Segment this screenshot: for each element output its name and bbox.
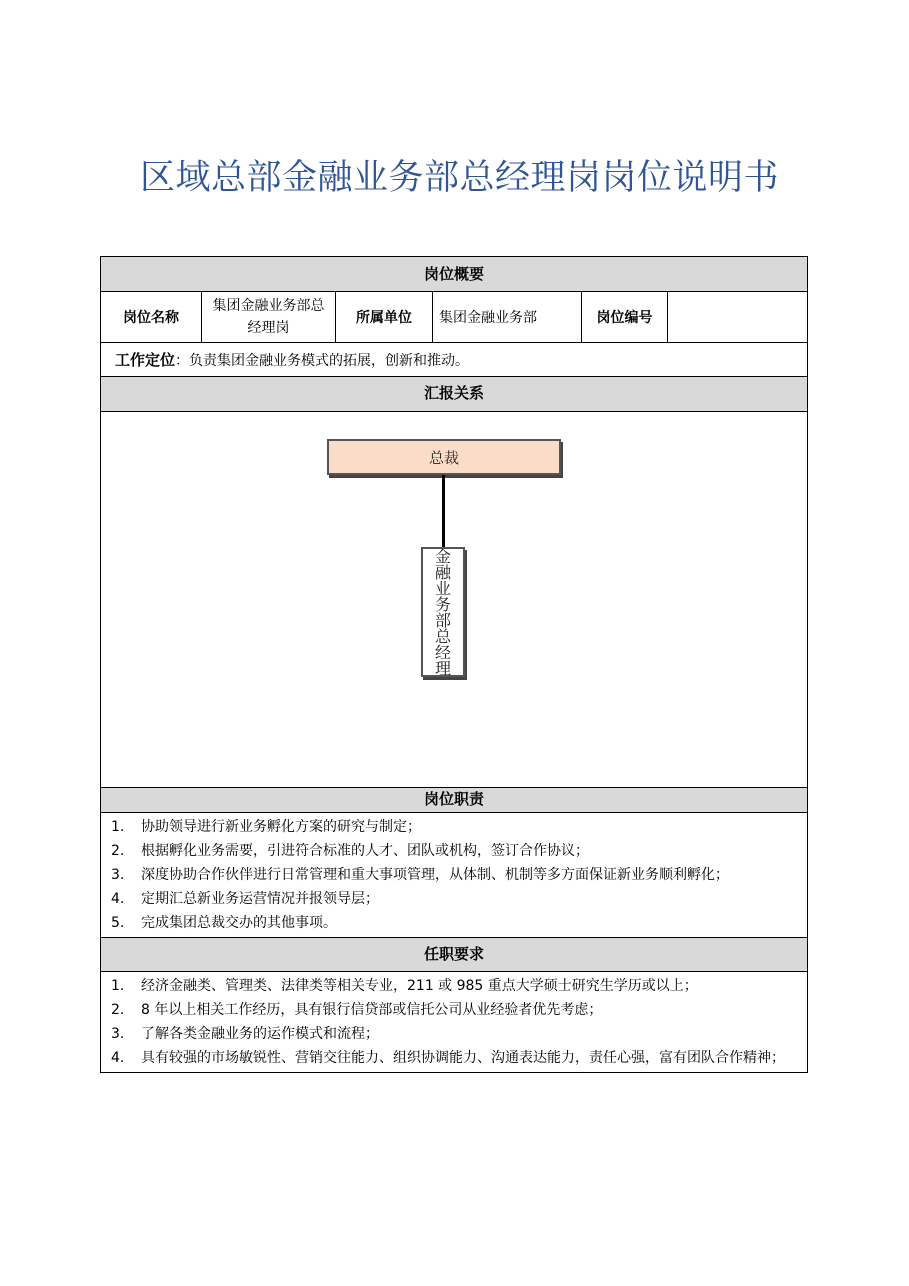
position-no-value: [668, 292, 808, 342]
org-box-general-manager: [421, 547, 465, 677]
list-item: [101, 998, 807, 1022]
list-item-number: 4.: [111, 1049, 125, 1066]
list-item-number: 2.: [111, 842, 125, 859]
position-no-label: 岗位编号: [582, 292, 668, 342]
list-item: [101, 863, 807, 887]
department-value: 集团金融业务部: [433, 292, 582, 342]
job-positioning-text: ：负责集团金融业务模式的拓展，创新和推动。: [175, 352, 470, 369]
list-item-text: 深度协助合作伙伴进行日常管理和重大事项管理，从体制、机制等多方面保证新业务顺利孵化；: [141, 866, 729, 883]
duties-header: 岗位职责: [100, 788, 808, 813]
list-item: [101, 1046, 807, 1070]
list-item-text: 了解各类金融业务的运作模式和流程；: [141, 1025, 379, 1042]
org-box-ceo: 总裁: [327, 439, 561, 475]
reporting-header: 汇报关系: [100, 377, 808, 412]
requirements-header: 任职要求: [100, 938, 808, 972]
org-connector-line: [442, 475, 445, 547]
list-item-text: 经济金融类、管理类、法律类等相关专业，211 或 985 重点大学硕士研究生学历或以上；: [141, 977, 698, 994]
list-item-number: 3.: [111, 1025, 125, 1042]
org-box-char: 总: [434, 626, 451, 646]
list-item-number: 1.: [111, 977, 125, 994]
list-item: [101, 911, 807, 935]
org-chart: [100, 412, 808, 788]
department-label: 所属单位: [336, 292, 433, 342]
list-item: [101, 1022, 807, 1046]
list-item-number: 5.: [111, 914, 125, 931]
list-item-number: 2.: [111, 1001, 125, 1018]
list-item-number: 3.: [111, 866, 125, 883]
list-item-text: 根据孵化业务需要，引进符合标准的人才、团队或机构，签订合作协议；: [141, 842, 589, 859]
list-item: [101, 974, 807, 998]
duties-list: [100, 813, 808, 938]
position-name-label: 岗位名称: [101, 292, 202, 342]
list-item: [101, 887, 807, 911]
list-item-text: 具有较强的市场敏锐性、营销交往能力、组织协调能力、沟通表达能力，责任心强，富有团队合作精神；: [141, 1049, 785, 1066]
list-item-text: 8 年以上相关工作经历，具有银行信贷部或信托公司从业经验者优先考虑；: [141, 1001, 603, 1018]
org-box-char: 业: [434, 578, 451, 598]
list-item-number: 1.: [111, 818, 125, 835]
org-box-char: 部: [434, 610, 451, 630]
org-box-char: 务: [434, 594, 451, 614]
list-item-text: 完成集团总裁交办的其他事项。: [141, 914, 337, 931]
org-box-char: 金: [434, 546, 451, 566]
list-item-number: 4.: [111, 890, 125, 907]
org-box-char: 经: [434, 642, 451, 662]
requirements-list: [100, 972, 808, 1073]
list-item: [101, 839, 807, 863]
list-item-text: 定期汇总新业务运营情况并报领导层；: [141, 890, 379, 907]
page-title: 区域总部金融业务部总经理岗岗位说明书: [140, 158, 780, 198]
list-item-text: 协助领导进行新业务孵化方案的研究与制定；: [141, 818, 421, 835]
org-box-char: 理: [434, 658, 451, 677]
overview-header: 岗位概要: [100, 256, 808, 292]
job-positioning-label: 工作定位: [115, 350, 176, 369]
overview-table: [100, 292, 808, 343]
org-box-char: 融: [434, 562, 451, 582]
job-positioning-row: [100, 343, 808, 377]
job-description-table: [100, 256, 808, 1073]
list-item: [101, 815, 807, 839]
position-name-value: 集团金融业务部总经理岗: [202, 292, 336, 342]
